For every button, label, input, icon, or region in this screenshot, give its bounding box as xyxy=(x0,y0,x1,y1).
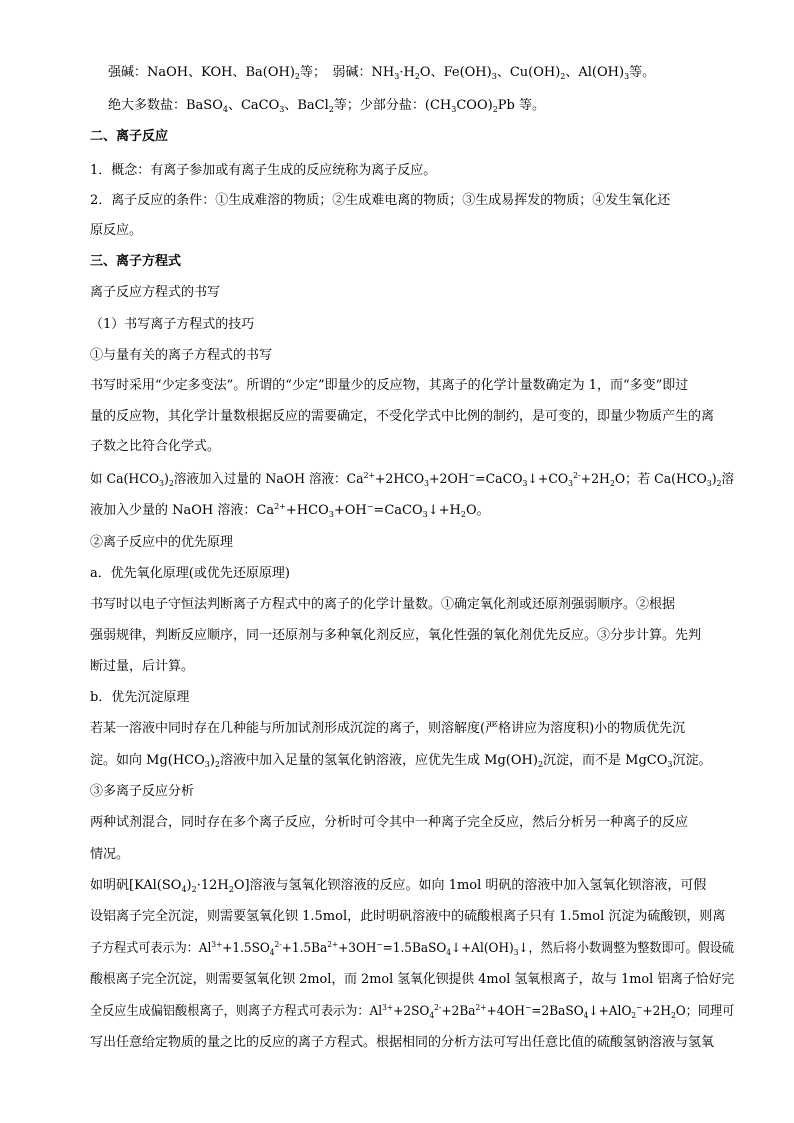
text-run: 若某一溶液中同时存在几种能与所加试剂形成沉淀的离子，则溶解度(严格讲应为溶度积)小的物质优先沉 xyxy=(90,721,686,736)
text-run: +3OH xyxy=(338,941,377,956)
text-run: 、BaCl xyxy=(284,98,329,113)
text-line xyxy=(90,971,734,989)
text-run: 2．离子反应的条件：①生成难溶的物质；②生成难电离的物质；③生成易挥发的物质；④发生氧化还 xyxy=(90,193,671,208)
text-line xyxy=(90,502,490,520)
text-run: （1）书写离子方程式的技巧 xyxy=(90,317,255,332)
text-run: O]溶液与氢氧化钡溶液的反应。如向 1mol 明矾的溶液中加入氢氧化钡溶液，可假 xyxy=(233,878,707,893)
section-heading xyxy=(90,253,181,271)
text-run: 、Al(OH) xyxy=(565,65,625,80)
text-run: 溶液中加入足量的氢氧化钠溶液，应优先生成 Mg(OH) xyxy=(220,753,538,768)
text-run: 断过量，后计算。 xyxy=(90,659,195,674)
text-run: 书写时采用“少定多变法”。所谓的“少定”即量少的反应物，其离子的化学计量数确定为 1，而“多变”即过 xyxy=(90,378,689,393)
subscript: 4 xyxy=(181,885,187,894)
text-line xyxy=(90,658,194,676)
text-line xyxy=(90,534,233,552)
superscript: − xyxy=(636,1003,643,1012)
text-run: 子数之比符合化学式。 xyxy=(90,439,221,454)
superscript: 2- xyxy=(434,1003,442,1012)
superscript: 2+ xyxy=(475,1003,487,1012)
text-line xyxy=(90,814,688,832)
section-heading xyxy=(90,128,168,146)
text-line xyxy=(90,627,701,645)
text-run: 、Cu(OH) xyxy=(496,65,561,80)
text-line xyxy=(90,284,220,302)
subscript: 3 xyxy=(204,760,210,769)
subscript: 3 xyxy=(394,72,400,81)
text-run: +1.5SO xyxy=(222,941,270,956)
subscript: 3 xyxy=(422,510,428,519)
subscript: 4 xyxy=(269,948,275,957)
text-run: ②离子反应中的优先原理 xyxy=(90,535,234,550)
text-run: a．优先氧化原理(或优先还原原理) xyxy=(90,566,290,581)
text-run: +1.5Ba xyxy=(281,941,328,956)
text-run: 淀。如向 Mg(HCO xyxy=(90,753,205,768)
subscript: 4 xyxy=(429,1011,435,1020)
subscript: 2 xyxy=(670,1011,676,1020)
text-line xyxy=(90,222,142,240)
subscript: 3 xyxy=(513,948,519,957)
text-line xyxy=(90,438,220,456)
text-line xyxy=(90,689,189,707)
text-line xyxy=(90,1003,734,1021)
text-run: ③多离子反应分析 xyxy=(90,784,195,799)
text-run: =CaCO xyxy=(475,472,523,487)
text-run: O、Fe(OH) xyxy=(419,65,492,80)
text-line xyxy=(90,316,254,334)
text-run: ↓，然后将小数调整为整数即可。假设硫 xyxy=(518,941,734,956)
text-run: COO) xyxy=(456,98,493,113)
text-run: 全反应生成偏铝酸根离子，则离子方程式可表示为：Al xyxy=(90,1004,383,1019)
text-run: 两种试剂混合，同时存在多个离子反应，分析时可令其中一种离子完全反应，然后分析另一种离子的反应 xyxy=(90,815,689,830)
subscript: 2 xyxy=(214,760,221,769)
subscript: 3 xyxy=(624,72,630,81)
text-run: =2BaSO xyxy=(531,1004,584,1019)
superscript: 2+ xyxy=(363,471,375,480)
subscript: 3 xyxy=(491,72,497,81)
subscript: 4 xyxy=(446,948,451,957)
text-line xyxy=(90,347,272,365)
subscript: 3 xyxy=(424,479,430,488)
subscript: 3 xyxy=(568,479,574,488)
superscript: 2+ xyxy=(274,502,286,511)
text-run: ↓+CO xyxy=(527,472,569,487)
text-run: ↓+AlO xyxy=(588,1004,632,1019)
subscript: 3 xyxy=(159,479,165,488)
text-line xyxy=(90,877,706,895)
text-run: 沉淀，而不是 MgCO xyxy=(543,753,668,768)
subscript: 2 xyxy=(228,885,234,894)
text-line xyxy=(108,97,545,115)
subscript: 2 xyxy=(631,1011,637,1020)
text-line xyxy=(90,192,670,210)
text-run: 液加入少量的 NaOH 溶液：Ca xyxy=(90,503,275,518)
text-line xyxy=(90,908,725,926)
superscript: − xyxy=(468,471,476,480)
subscript: 3 xyxy=(706,479,712,488)
superscript: 2- xyxy=(274,940,282,949)
subscript: 2 xyxy=(191,885,197,894)
text-run: 等。 xyxy=(629,65,656,80)
subscript: 3 xyxy=(522,479,528,488)
text-run: 三、离子方程式 xyxy=(90,254,182,269)
text-run: Pb 等。 xyxy=(497,98,545,113)
text-run: 强弱规律，判断反应顺序，同一还原剂与多种氧化剂反应，氧化性强的氧化剂优先反应。③分步计算。先判 xyxy=(90,628,702,643)
text-run: ) xyxy=(186,878,192,893)
text-run: 溶液加入过量的 NaOH 溶液：Ca xyxy=(173,472,364,487)
text-line xyxy=(90,408,714,426)
subscript: 2 xyxy=(168,479,174,488)
text-run: 设铝离子完全沉淀，则需要氢氧化钡 1.5mol，此时明矾溶液中的硫酸根离子只有 1.5mol 沉淀为硫酸钡，则离 xyxy=(90,909,726,924)
text-run: 如 Ca(HCO xyxy=(90,472,160,487)
text-run: ·12H xyxy=(196,878,229,893)
text-run: +OH xyxy=(333,503,367,518)
text-run: 书写时以电子守恒法判断离子方程式中的离子的化学计量数。①确定氧化剂或还原剂强弱顺序。②根据 xyxy=(90,597,676,612)
text-line xyxy=(90,596,675,614)
subscript: 2 xyxy=(460,510,466,519)
text-line xyxy=(90,720,685,738)
text-run: +2SO xyxy=(393,1004,430,1019)
text-line xyxy=(90,377,688,395)
subscript: 4 xyxy=(222,105,228,114)
text-run: 、CaCO xyxy=(227,98,280,113)
superscript: 3+ xyxy=(382,1003,394,1012)
text-run: ) xyxy=(209,753,215,768)
subscript: 2 xyxy=(716,479,722,488)
text-line xyxy=(108,64,655,82)
text-run: =1.5BaSO xyxy=(382,941,447,956)
text-run: +2OH xyxy=(429,472,469,487)
text-run: 溶 xyxy=(721,472,735,487)
subscript: 2 xyxy=(537,760,544,769)
text-line xyxy=(90,565,290,583)
text-run: ) xyxy=(164,472,169,487)
text-line xyxy=(90,1034,714,1052)
text-run: ·H xyxy=(399,65,415,80)
text-run: 情况。 xyxy=(90,847,130,862)
text-run: 沉淀。 xyxy=(672,753,712,768)
text-run: 酸根离子完全沉淀，则需要氢氧化钡 2mol，而 2mol 氢氧化钡提供 4mol 氢氧根离子，故与 1mol 铝离子恰好完 xyxy=(90,972,735,987)
text-run: 等； 弱碱：NH xyxy=(300,65,395,80)
subscript: 2 xyxy=(294,72,301,81)
subscript: 2 xyxy=(414,72,420,81)
text-run: 子方程式可表示为：Al xyxy=(90,941,212,956)
text-run: +2HCO xyxy=(374,472,425,487)
text-run: +2H xyxy=(580,472,610,487)
text-run: 等；少部分盐：(CH xyxy=(333,98,452,113)
text-run: O；同理可 xyxy=(675,1004,735,1019)
text-line xyxy=(90,940,734,958)
text-run: 离子反应方程式的书写 xyxy=(90,285,221,300)
superscript: − xyxy=(376,940,383,949)
text-line xyxy=(90,846,129,864)
superscript: 2- xyxy=(573,471,581,480)
subscript: 4 xyxy=(583,1011,589,1020)
text-run: +4OH xyxy=(486,1004,526,1019)
text-run: +2Ba xyxy=(441,1004,476,1019)
superscript: − xyxy=(366,502,374,511)
text-line xyxy=(90,162,436,180)
text-run: 如明矾[KAl(SO xyxy=(90,878,182,893)
text-run: 绝大多数盐：BaSO xyxy=(108,98,223,113)
subscript: 2 xyxy=(609,479,615,488)
superscript: 3+ xyxy=(211,940,223,949)
text-run: 1．概念：有离子参加或有离子生成的反应统称为离子反应。 xyxy=(90,163,437,178)
text-run: ) xyxy=(711,472,717,487)
text-run: +HCO xyxy=(285,503,329,518)
text-line xyxy=(90,783,194,801)
superscript: − xyxy=(525,1003,532,1012)
text-run: O；若 Ca(HCO xyxy=(614,472,707,487)
subscript: 2 xyxy=(560,72,566,81)
text-run: 原反应。 xyxy=(90,223,143,238)
text-run: ①与量有关的离子方程式的书写 xyxy=(90,348,273,363)
subscript: 2 xyxy=(492,105,498,114)
text-run: 二、离子反应 xyxy=(90,129,169,144)
text-run: =CaCO xyxy=(373,503,423,518)
subscript: 2 xyxy=(328,105,334,114)
text-run: +2H xyxy=(642,1004,671,1019)
subscript: 3 xyxy=(328,510,334,519)
text-run: ↓+Al(OH) xyxy=(450,941,514,956)
text-run: b．优先沉淀原理 xyxy=(90,690,190,705)
text-run: O。 xyxy=(465,503,490,518)
superscript: 2+ xyxy=(327,940,339,949)
text-line xyxy=(90,471,734,489)
subscript: 3 xyxy=(667,760,673,769)
text-run: 强碱：NaOH、KOH、Ba(OH) xyxy=(108,65,295,80)
text-line xyxy=(90,752,712,770)
subscript: 3 xyxy=(279,105,285,114)
text-run: ↓+H xyxy=(427,503,461,518)
text-run: 量的反应物，其化学计量数根据反应的需要确定，不受化学式中比例的制约，是可变的，即量少物质产生的离 xyxy=(90,409,715,424)
text-run: 写出任意给定物质的量之比的反应的离子方程式。根据相同的分析方法可写出任意比值的硫酸氢钠溶液与氢氧 xyxy=(90,1035,715,1050)
subscript: 3 xyxy=(451,105,457,114)
